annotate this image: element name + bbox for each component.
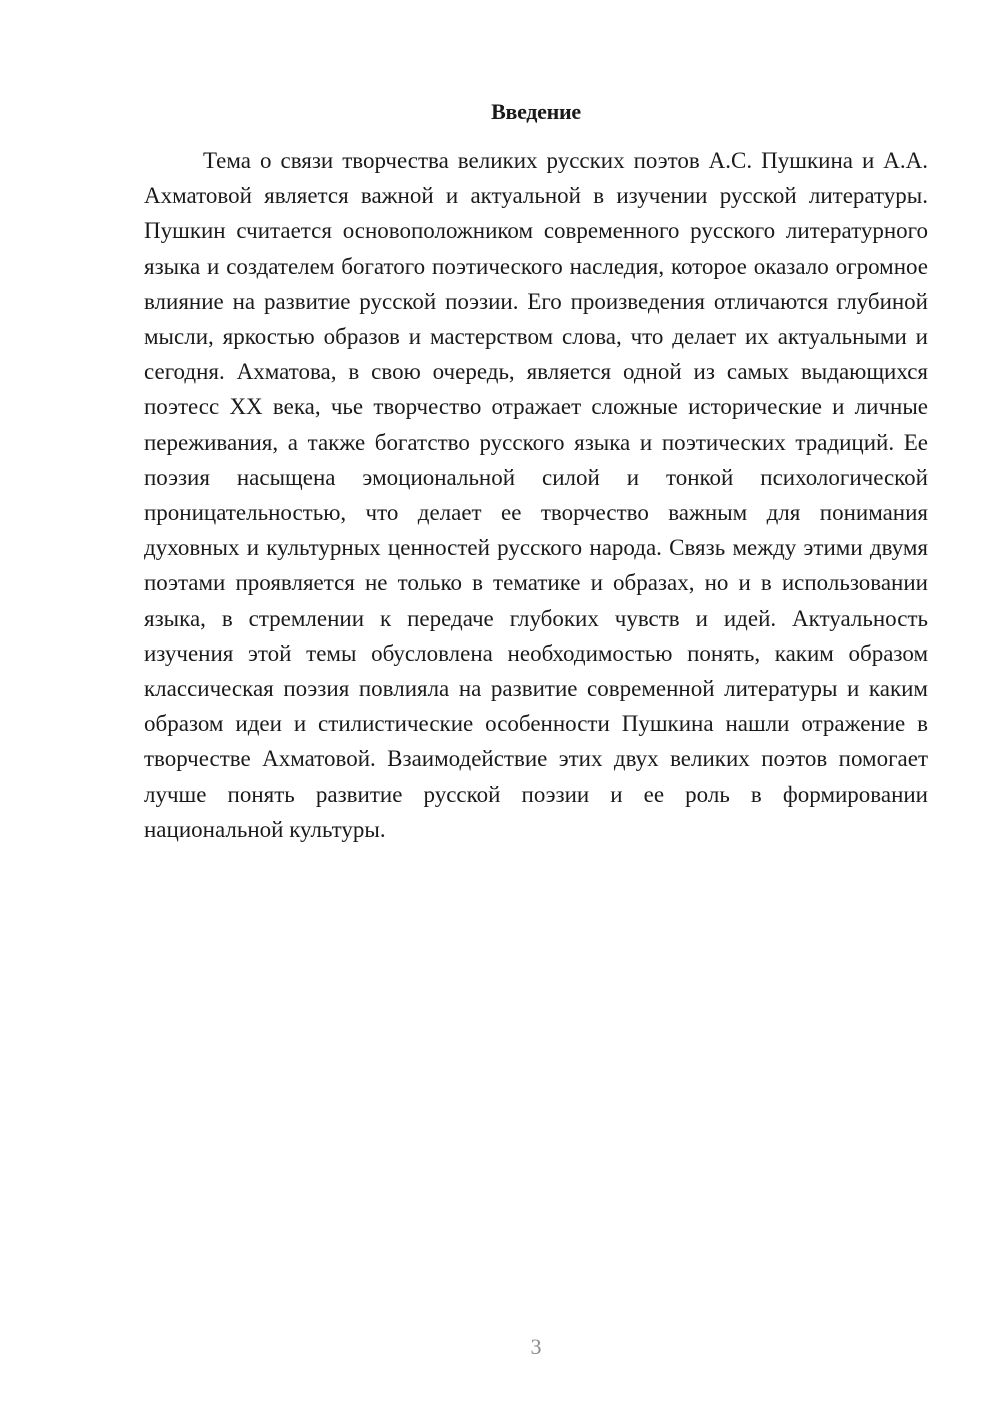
page-number: 3: [530, 1334, 542, 1359]
body-paragraph: Тема о связи творчества великих русских поэтов А.С. Пушкина и А.А. Ахматовой является важной и актуальной в изучении русской литературы. Пушкин считается основоположником современного русского литературного языка и создателем богатого поэтического наследия, которое оказало огромное влияние на развитие русской поэзии. Его произведения отличаются глубиной мысли, яркостью образов и мастерством слова, что делает их актуальными и сегодня. Ахматова, в свою очередь, является одной из самых выдающихся поэтесс XX века, чье творчество отражает сложные исторические и личные переживания, а также богатство русского языка и поэтических традиций. Ее поэзия насыщена эмоциональной силой и тонкой психологической проницательностью, что делает ее творчество важным для понимания духовных и культурных ценностей русского народа. Связь между этими двумя поэтами проявляется не только в тематике и образах, но и в использовании языка, в стремлении к передаче глубоких чувств и идей. Актуальность изучения этой темы обусловлена необходимостью понять, каким образом классическая поэзия повлияла на развитие современной литературы и каким образом идеи и стилистические особенности Пушкина нашли отражение в творчестве Ахматовой. Взаимодействие этих двух великих поэтов помогает лучше понять развитие русской поэзии и ее роль в формировании национальной культуры.: [144, 148, 928, 842]
section-heading: Введение: [491, 99, 581, 124]
